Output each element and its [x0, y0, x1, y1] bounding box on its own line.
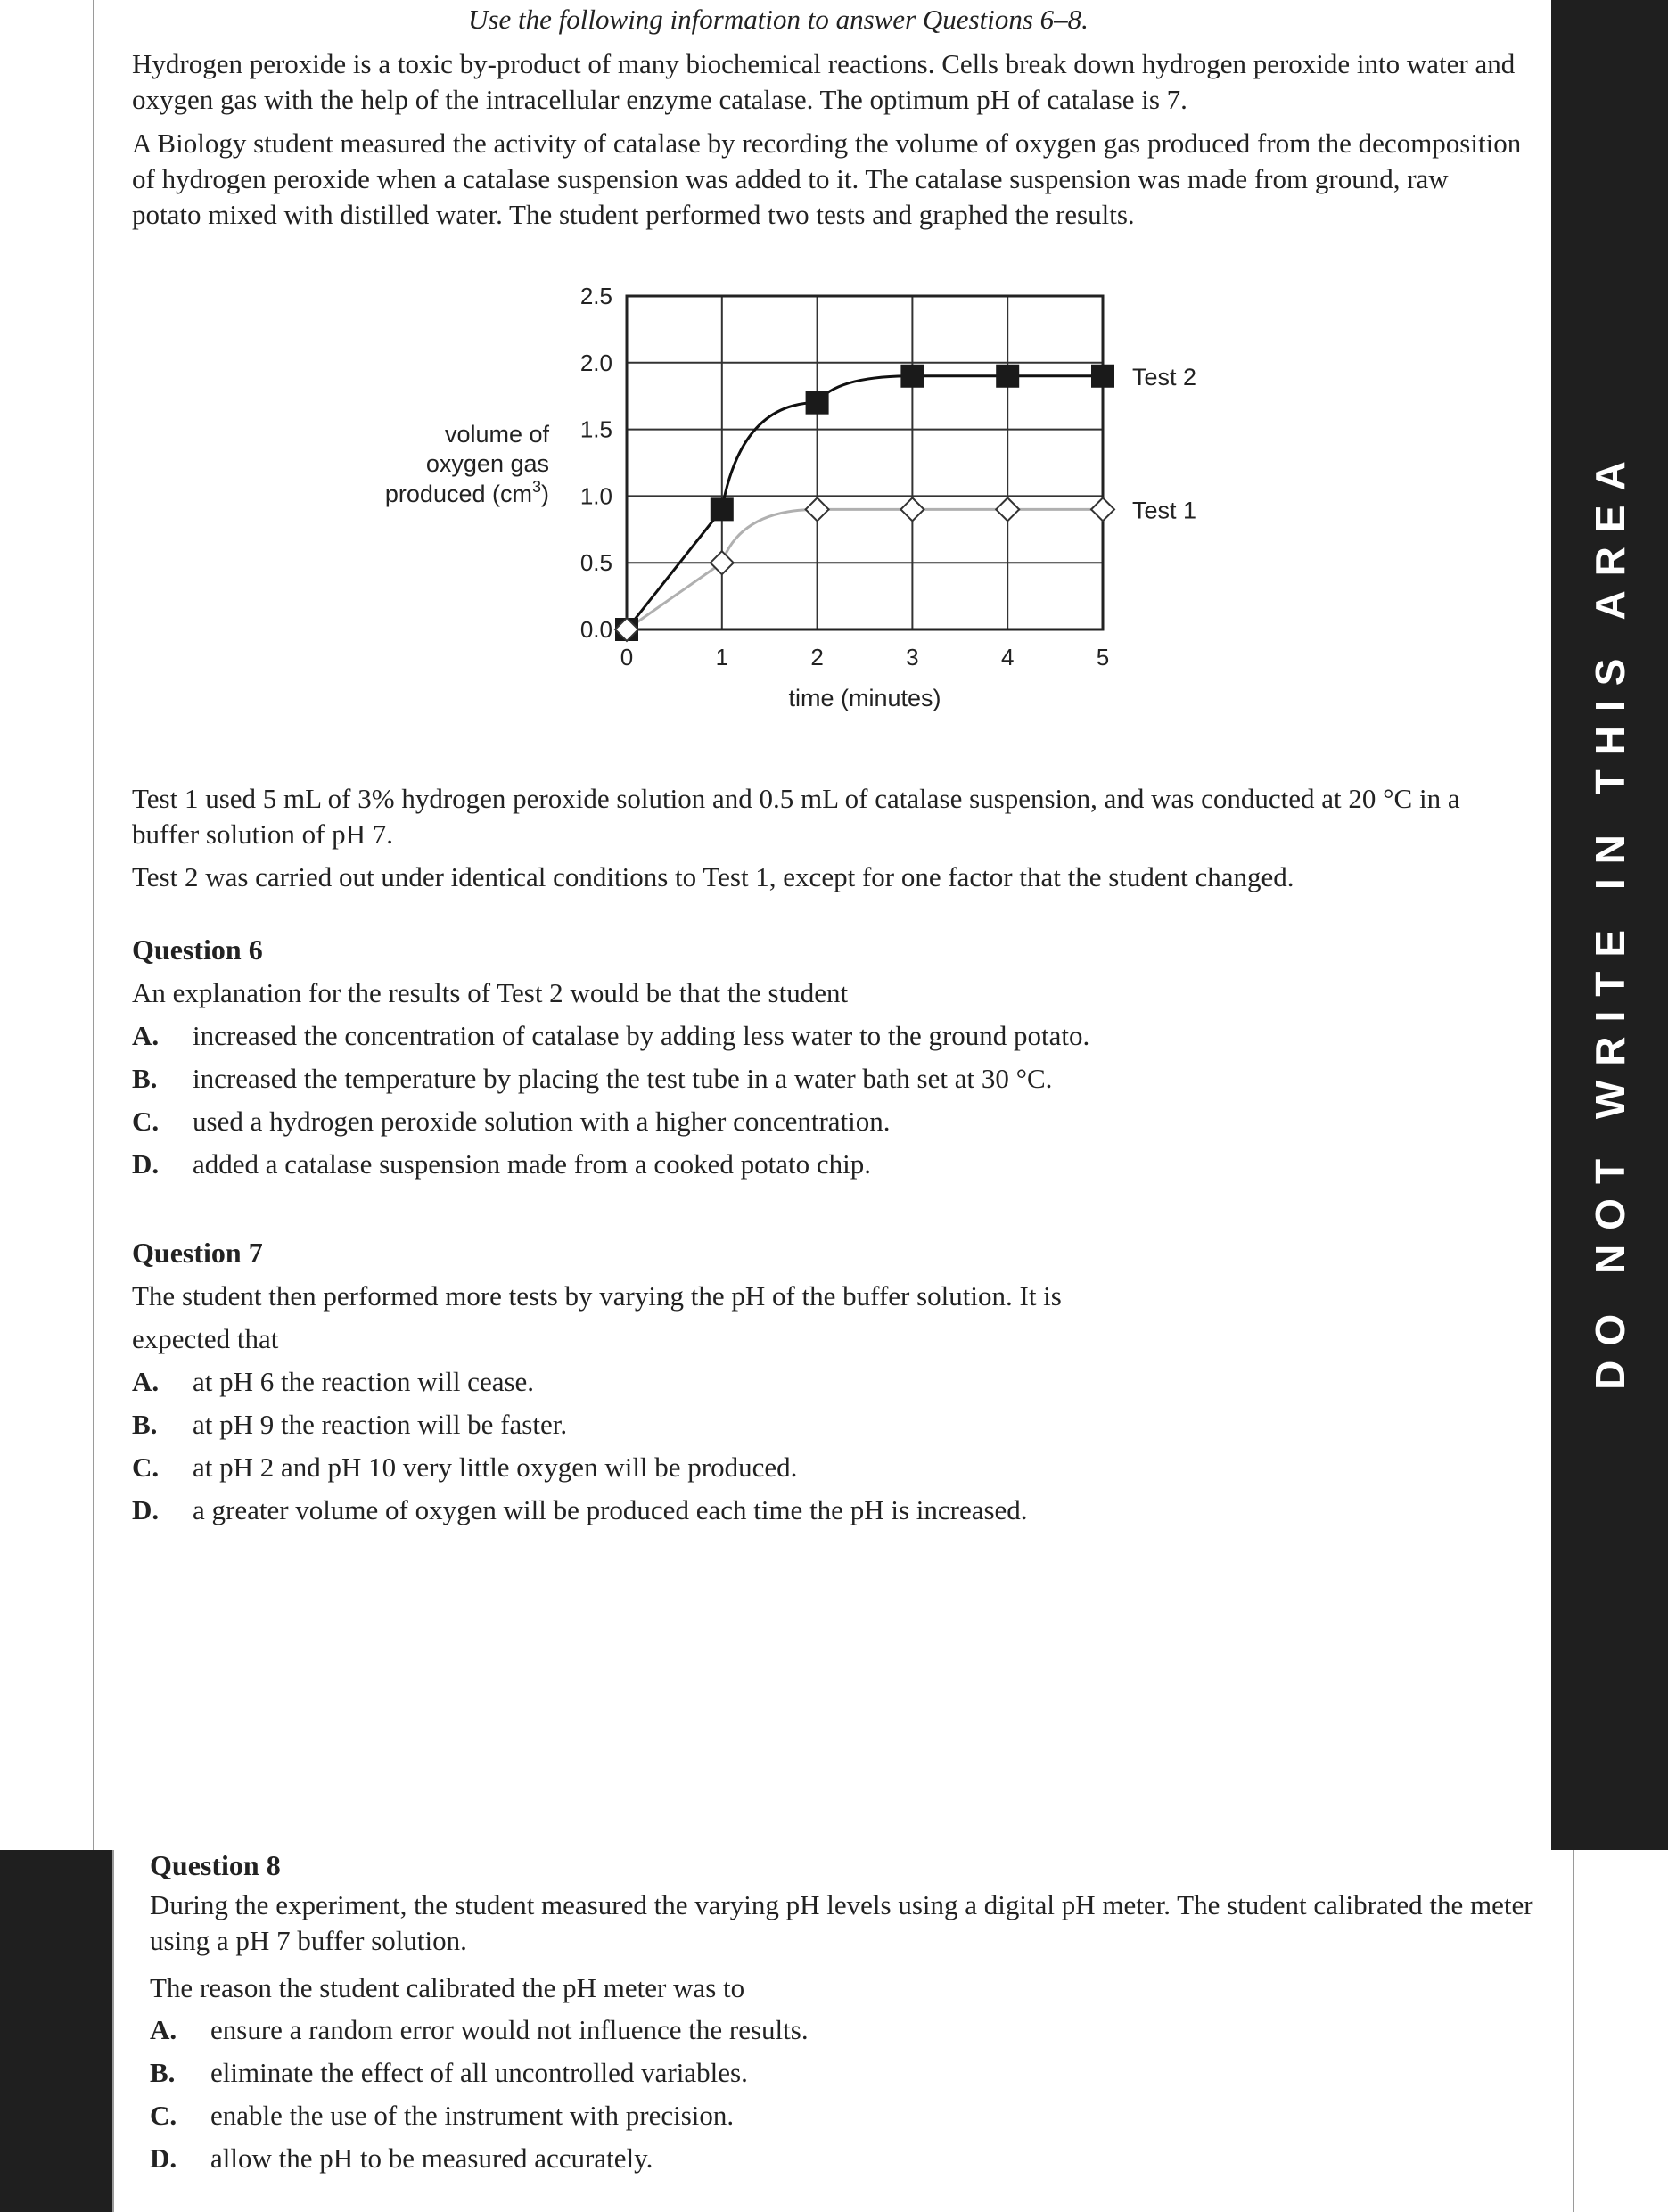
y-axis-label-line1: volume of	[444, 421, 549, 448]
question-6-option-a[interactable]: A. increased the concentration of catalase by adding less water to the ground potato.	[132, 1020, 1090, 1051]
y-tick-label: 0.5	[579, 549, 612, 577]
chart-ticks	[580, 283, 1109, 670]
question-7-option-d[interactable]: D. a greater volume of oxygen will be produced each time the pH is increased.	[132, 1494, 1028, 1525]
question-8-option-b[interactable]: B. eliminate the effect of all uncontrolled variables.	[150, 2057, 748, 2088]
data-point-square	[996, 365, 1019, 388]
bottom-right-rule	[1573, 1850, 1574, 2212]
question-8-option-a[interactable]: A. ensure a random error would not influence the results.	[150, 2014, 809, 2045]
series-label-test-1: Test 1	[1132, 497, 1197, 524]
question-7-option-a[interactable]: A. at pH 6 the reaction will cease.	[132, 1366, 535, 1397]
chart-lines	[627, 376, 1103, 629]
question-8-title: Question 8	[150, 1849, 281, 1881]
y-tick-label: 2.5	[579, 283, 612, 309]
question-8-stem: During the experiment, the student measured the varying pH levels using a digital pH meter. The student calibrated the meter using a pH 7 buffer solution.	[150, 1889, 1533, 1956]
paragraph-experiment: A Biology student measured the activity of catalase by recording the volume of oxygen gas produced from the decomposition of hydrogen peroxide when a catalase suspension was added to it. The catalase suspension was made from ground, raw potato mixed with distilled water. The student performed two tests and graphed the results.	[132, 127, 1522, 230]
x-tick-label: 3	[906, 644, 919, 670]
intro-instruction: Use the following information to answer Questions 6–8.	[468, 4, 1089, 35]
data-point-diamond	[1091, 497, 1114, 521]
y-tick-label: 2.0	[579, 349, 612, 376]
question-7-option-b[interactable]: B. at pH 9 the reaction will be faster.	[132, 1409, 568, 1440]
question-7-stem: The student then performed more tests by varying the pH of the buffer solution. It is expected that	[132, 1280, 1062, 1354]
x-tick-label: 5	[1096, 644, 1110, 670]
question-7-option-c[interactable]: C. at pH 2 and pH 10 very little oxygen will be produced.	[132, 1451, 798, 1483]
data-point-square	[806, 391, 829, 415]
y-tick-label: 1.0	[579, 482, 612, 510]
y-axis-label-line2: oxygen gas	[425, 450, 549, 477]
paragraph-test2: Test 2 was carried out under identical conditions to Test 1, except for one factor that the student changed.	[132, 861, 1294, 892]
paragraph-test1: Test 1 used 5 mL of 3% hydrogen peroxide solution and 0.5 mL of catalase suspension, and was conducted at 20 °C in a buffer solution of pH 7.	[132, 783, 1460, 850]
question-6-option-c[interactable]: C. used a hydrogen peroxide solution with a higher concentration.	[132, 1106, 891, 1137]
y-axis-label-line3: produced $(cm^3)$	[384, 478, 549, 507]
x-tick-label: 4	[1000, 644, 1015, 670]
oxygen-volume-chart	[0, 0, 1668, 740]
data-point-diamond	[996, 497, 1019, 521]
x-axis-label: time (minutes)	[788, 685, 941, 711]
question-8-option-d[interactable]: D. allow the pH to be measured accurately.	[150, 2142, 653, 2174]
question-6-option-d[interactable]: D. added a catalase suspension made from a cooked potato chip.	[132, 1148, 871, 1180]
question-8-stem-2: The reason the student calibrated the pH meter was to	[150, 1972, 745, 2003]
data-point-square	[900, 365, 924, 388]
question-6-title: Question 6	[132, 933, 263, 966]
x-tick-label: 0	[620, 644, 634, 670]
x-tick-label: 1	[715, 644, 729, 670]
chart-labels	[385, 364, 1196, 711]
x-tick-label: 2	[810, 644, 824, 670]
chart-markers	[615, 365, 1114, 641]
bottom-left-rule	[112, 1850, 114, 2212]
series-label-test-2: Test 2	[1132, 363, 1197, 391]
series-line-test-1	[627, 509, 1103, 629]
bottom-left-bar	[0, 1850, 112, 2212]
data-point-diamond	[900, 497, 924, 521]
series-line-test-2	[627, 376, 1103, 629]
question-6-option-b[interactable]: B. increased the temperature by placing the test tube in a water bath set at 30 °C.	[132, 1063, 1053, 1094]
y-tick-label: 1.5	[579, 415, 612, 443]
question-6-stem: An explanation for the results of Test 2 would be that the student	[132, 977, 849, 1008]
y-tick-label: 0.0	[579, 616, 612, 643]
data-point-square	[711, 497, 734, 521]
data-point-diamond	[711, 551, 734, 574]
data-point-diamond	[806, 497, 829, 521]
data-point-square	[1091, 365, 1114, 388]
question-8-option-c[interactable]: C. enable the use of the instrument with precision.	[150, 2100, 735, 2131]
question-7-title: Question 7	[132, 1237, 263, 1269]
paragraph-hydrogen-peroxide: Hydrogen peroxide is a toxic by-product of many biochemical reactions. Cells break down hydrogen peroxide into water and oxygen gas with the help of the intracellular enzyme catalase. The optimum pH of catalase is 7.	[132, 48, 1516, 115]
